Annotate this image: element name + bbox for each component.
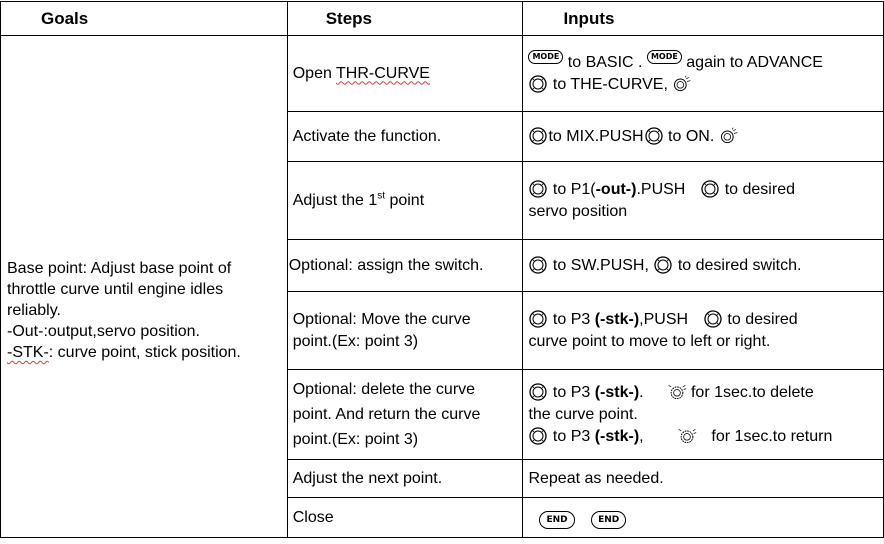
step-cell: Activate the function.	[287, 112, 523, 162]
dial-icon	[528, 74, 548, 94]
input-cell: to MIX.PUSH to ON.	[523, 112, 884, 162]
table-row	[1, 36, 884, 112]
dial-push-icon	[672, 74, 692, 94]
dial-icon	[653, 255, 673, 275]
mode-button-icon: MODE	[647, 50, 682, 64]
input-cell	[523, 498, 884, 538]
header-goals: Goals	[1, 2, 288, 36]
step-cell: Optional: delete the curve point. And return the curve point.(Ex: point 3)	[287, 370, 523, 460]
dial-icon	[644, 126, 664, 146]
dial-icon	[700, 179, 720, 199]
dial-hold-icon	[667, 382, 687, 402]
dial-icon	[528, 426, 548, 446]
header-inputs: Inputs	[523, 2, 884, 36]
input-cell: to P3 (-stk-),PUSH to desired curve point to move to left or right.	[523, 292, 884, 370]
dial-push-icon	[719, 126, 739, 146]
header-row	[1, 2, 884, 36]
step-cell: Adjust the 1st point	[287, 162, 523, 240]
dial-icon	[528, 126, 548, 146]
dial-icon	[703, 309, 723, 329]
end-button-icon: END	[539, 511, 574, 529]
dial-icon	[528, 382, 548, 402]
dial-hold-icon	[677, 426, 697, 446]
header-steps: Steps	[287, 2, 523, 36]
input-cell: to SW.PUSH, to desired switch.	[523, 240, 884, 292]
mode-button-icon: MODE	[528, 50, 563, 64]
end-button-icon: END	[591, 511, 626, 529]
input-cell: to P1(-out-).PUSH to desired servo position	[523, 162, 884, 240]
goal-text: Base point: Adjust base point of throttle curve until engine idles reliably. -Out-:output,servo position. -STK-: curve point, stick position.	[7, 260, 241, 361]
instruction-table	[0, 1, 884, 538]
step-cell: Close	[287, 498, 523, 538]
step-cell: Adjust the next point.	[287, 460, 523, 498]
input-cell: to P3 (-stk-). for 1sec.to delete the curve point. to P3 (-stk-), for 1sec.to return	[523, 370, 884, 460]
dial-icon	[528, 179, 548, 199]
dial-icon	[528, 309, 548, 329]
step-cell: Optional: Move the curve point.(Ex: point 3)	[287, 292, 523, 370]
dial-icon	[528, 255, 548, 275]
step-cell: Open THR-CURVE	[287, 36, 523, 112]
step-cell: Optional: assign the switch.	[287, 240, 523, 292]
goal-cell	[1, 36, 288, 538]
input-cell: Repeat as needed.	[523, 460, 884, 498]
input-cell: MODE to BASIC . MODE again to ADVANCE to THE-CURVE,	[523, 36, 884, 112]
